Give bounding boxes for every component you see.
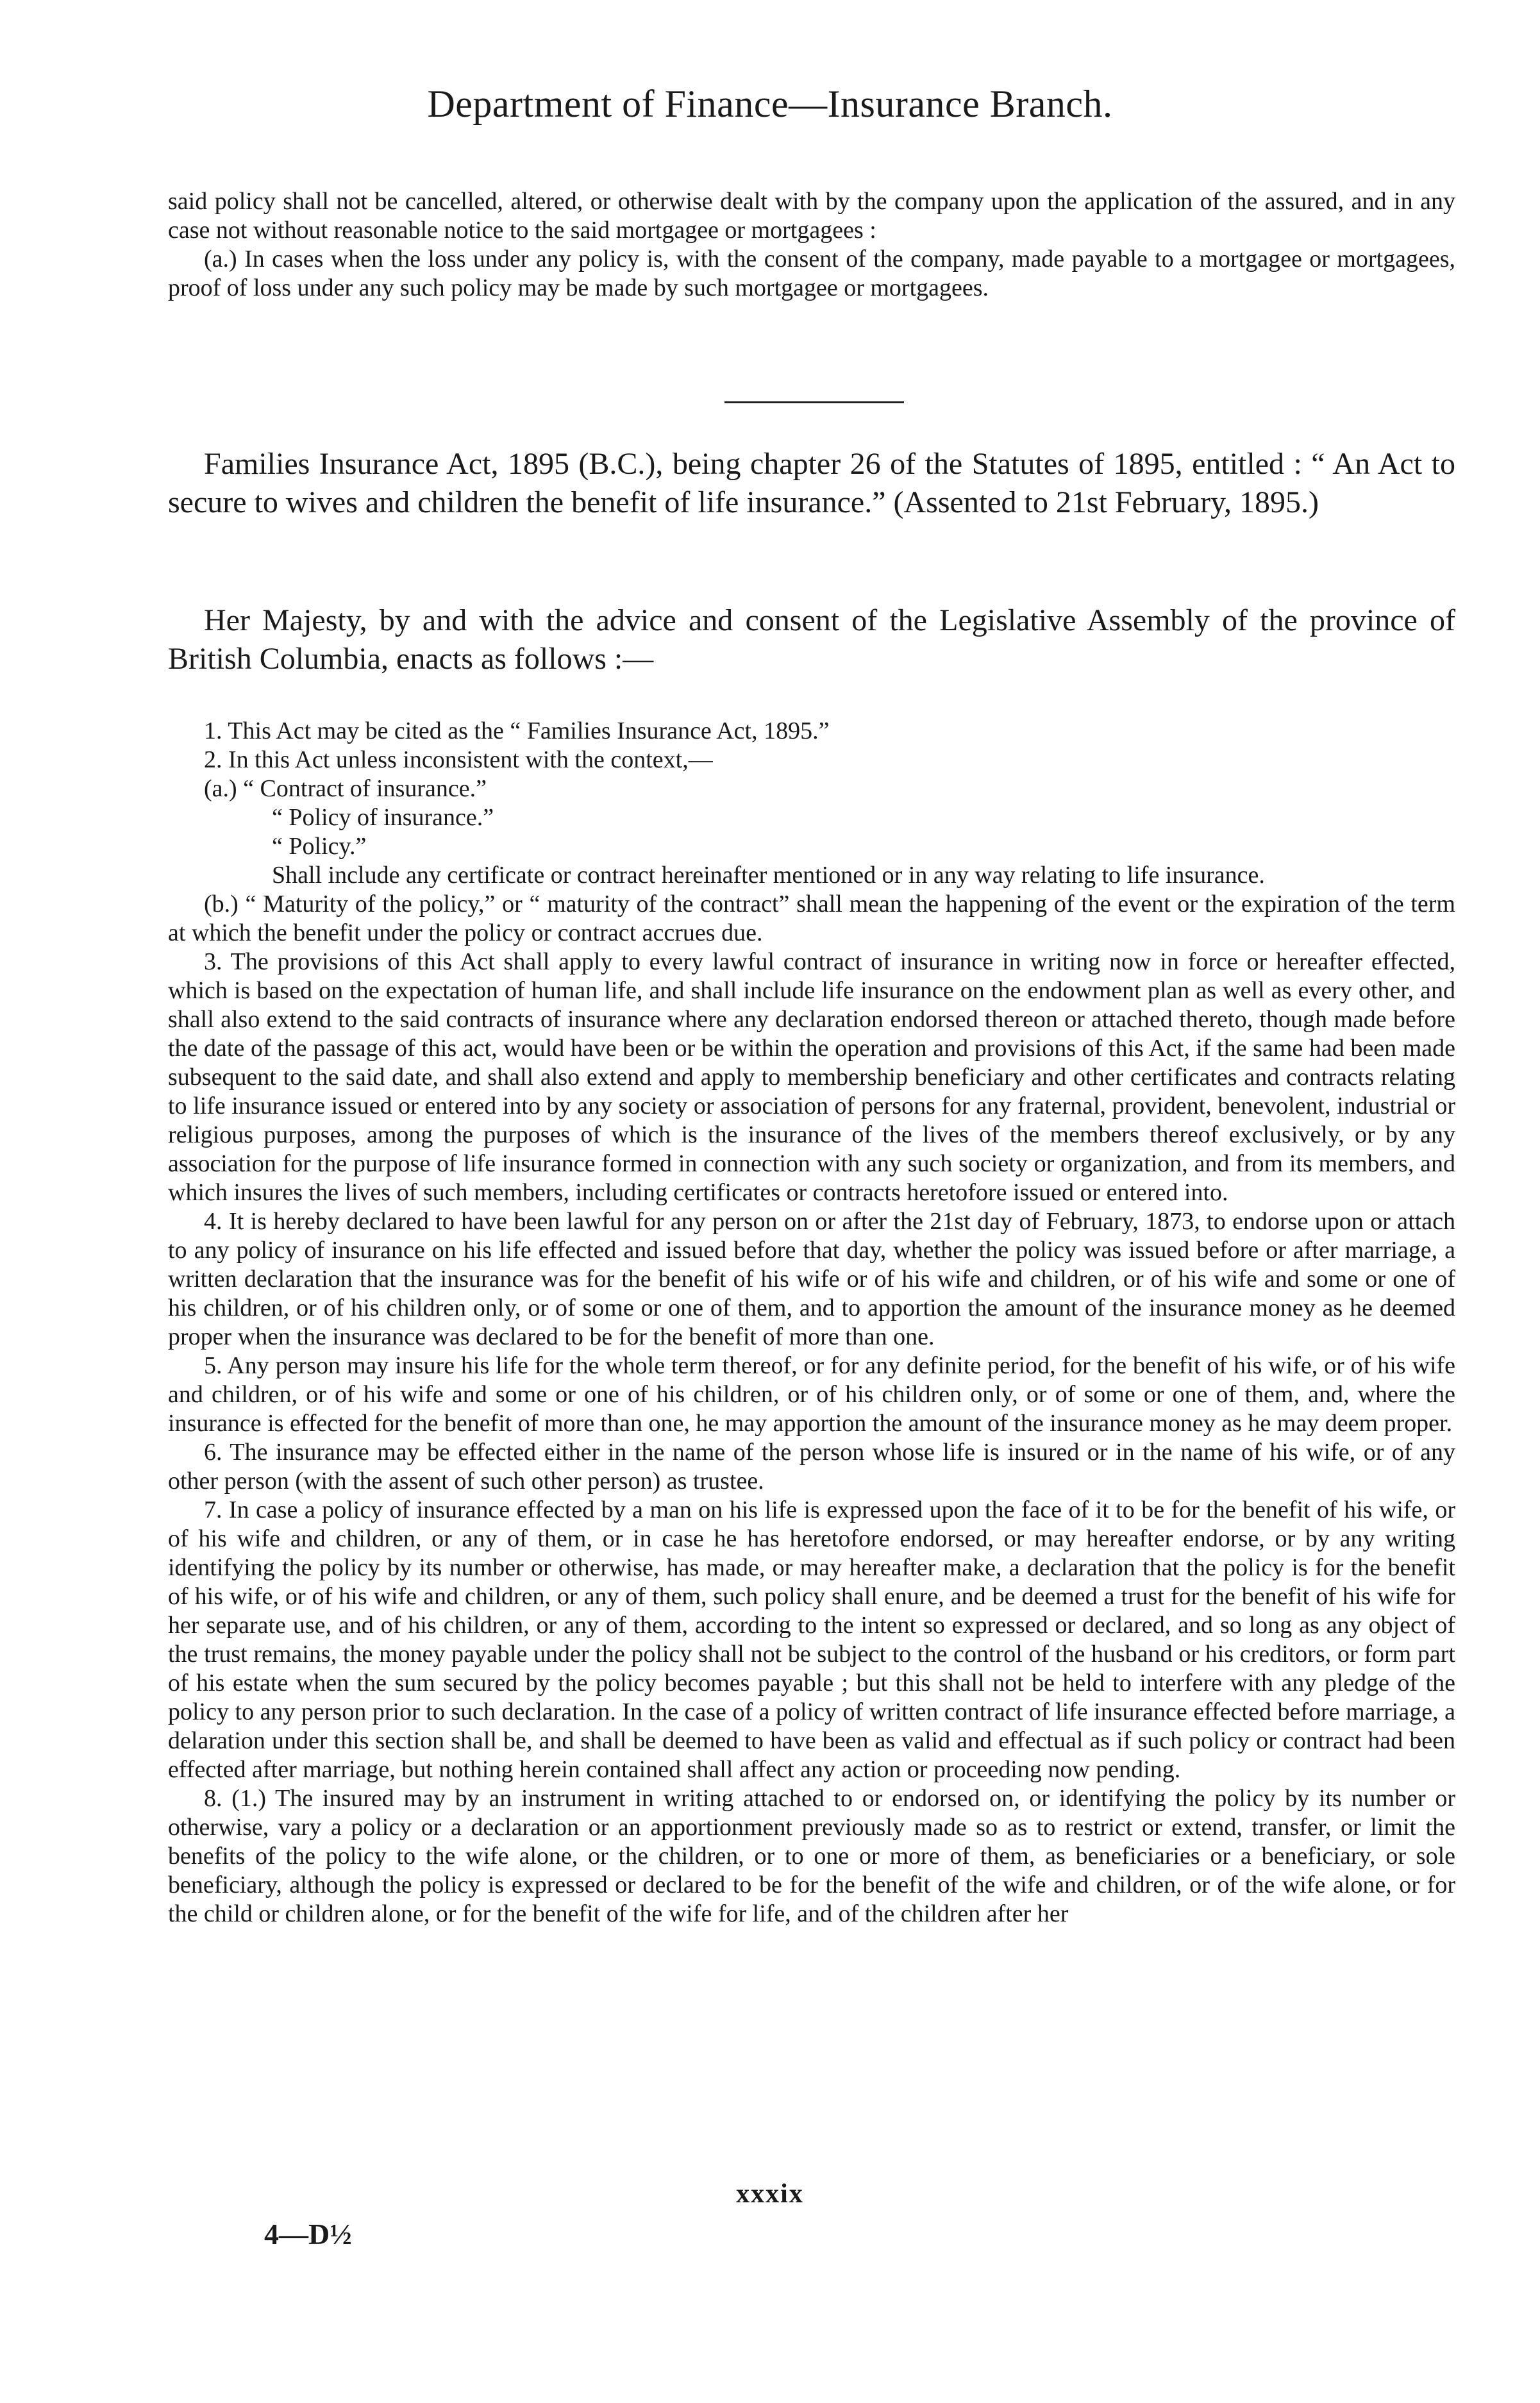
page-title: Department of Finance—Insurance Branch. xyxy=(427,83,1113,125)
section-4: 4. It is hereby declared to have been lawful for any person on or after the 21st day of February, 1873, to endorse upon or attach to any policy of insurance on his life effected and issued before that day, whether the policy was issued before or after marriage, a written declaration that the insurance was for the benefit of his wife or of his wife and children, or of his wife and some or one of his children, or of his children only, or of some or one of them, and to apportion the amount of the insurance money as he deemed proper when the insurance was declared to be for the benefit of more than one. xyxy=(168,1208,1455,1350)
section-2-a-line-1: (a.) “ Contract of insurance.” xyxy=(204,775,487,802)
section-1: 1. This Act may be cited as the “ Families Insurance Act, 1895.” xyxy=(204,717,830,744)
intro-block xyxy=(168,187,1455,303)
sections-block xyxy=(168,717,1455,1929)
enacting-clause: Her Majesty, by and with the advice and consent of the Legislative Assembly of the province of British Columbia, enacts as follows :— xyxy=(168,603,1455,676)
act-heading-block xyxy=(168,445,1455,522)
section-3: 3. The provisions of this Act shall apply to every lawful contract of insurance in writing now in force or hereafter effected, which is based on the expectation of human life, and shall include life insurance on the endowment plan as well as every other, and shall also extend to the said contracts of insurance where any declaration endorsed thereon or attached thereto, though made before the date of the passage of this act, would have been or be within the operation and provisions of this Act, if the same had been made subsequent to the said date, and shall also extend and apply to membership beneficiary and other certificates and contracts relating to life insurance issued or entered into by any society or association of persons for any fraternal, provident, benevolent, industrial or religious purposes, among the purposes of which is the insurance of the lives of the members thereof exclusively, or by any association for the purpose of life insurance formed in connection with any such society or organization, and from its members, and which insures the lives of such members, including certificates or contracts heretofore issued or entered into. xyxy=(168,948,1455,1206)
section-6: 6. The insurance may be effected either in the name of the person whose life is insured or in the name of his wife, or of any other person (with the assent of such other person) as trustee. xyxy=(168,1439,1455,1495)
intro-paragraph: said policy shall not be cancelled, altered, or otherwise dealt with by the company upon the application of the assured, and in any case not without reasonable notice to the said mortgagee or mortgagees : xyxy=(168,188,1455,244)
section-divider xyxy=(724,401,904,403)
section-2-a-line-2: “ Policy of insurance.” xyxy=(272,804,494,831)
signature-mark: 4—D½ xyxy=(264,2218,352,2250)
section-2-a-line-3: “ Policy.” xyxy=(272,833,367,860)
section-2-b: (b.) “ Maturity of the policy,” or “ maturity of the contract” shall mean the happening of the event or the expiration of the term at which the benefit under the policy or contract accrues due. xyxy=(168,891,1455,946)
section-5: 5. Any person may insure his life for the whole term thereof, or for any definite period, for the benefit of his wife, or of his wife and children, or of his wife and some or one of his children, or of his children only, or of some or one of them, and, where the insurance is effected for the benefit of more than one, he may apportion the amount of the insurance money as he may deem proper. xyxy=(168,1352,1455,1437)
section-7: 7. In case a policy of insurance effected by a man on his life is expressed upon the face of it to be for the benefit of his wife, or of his wife and children, or any of them, or in case he has heretofore endorsed, or may hereafter endorse, or by any writing identifying the policy by its number or otherwise, has made, or may hereafter make, a declaration that the policy is for the benefit of his wife, or of his wife and children, or any of them, such policy shall enure, and be deemed a trust for the benefit of his wife for her separate use, and of his children, or any of them, according to the intent so expressed or declared, and so long as any object of the trust remains, the money payable under the policy shall not be subject to the control of the husband or his creditors, or form part of his estate when the sum secured by the policy becomes payable ; but this shall not be held to interfere with any pledge of the policy to any person prior to such declaration. In the case of a policy of written contract of life insurance effected before marriage, a delaration under this section shall be, and shall be deemed to have been as valid and effectual as if such policy or contract had been effected after marriage, but nothing herein contained shall affect any action or proceeding now pending. xyxy=(168,1496,1455,1783)
act-heading: Families Insurance Act, 1895 (B.C.), being chapter 26 of the Statutes of 1895, entitled : “ An Act to secure to wives and children the benefit of life insurance.” (Assented to 21st February, 1895.) xyxy=(168,447,1455,519)
page-number: xxxix xyxy=(736,2179,804,2209)
section-8: 8. (1.) The insured may by an instrument in writing attached to or endorsed on, or identifying the policy by its number or otherwise, vary a policy or a declaration or an apportionment previously made so as to restrict or extend, transfer, or limit the benefits of the policy to the wife alone, or the children, or to one or more of them, as beneficiaries or a beneficiary, or sole beneficiary, although the policy is expressed or declared to be for the benefit of the wife and children, or of the wife alone, or for the child or children alone, or for the benefit of the wife for life, and of the children after her xyxy=(168,1785,1455,1927)
section-2: 2. In this Act unless inconsistent with the context,— xyxy=(204,746,713,773)
intro-subsection-a: (a.) In cases when the loss under any policy is, with the consent of the company, made payable to a mortgagee or mortgagees, proof of loss under any such policy may be made by such mortgagee or mortgagees. xyxy=(168,246,1455,301)
section-2-a-line-4: Shall include any certificate or contract hereinafter mentioned or in any way relating to life insurance. xyxy=(272,862,1265,889)
enacting-block xyxy=(168,601,1455,678)
